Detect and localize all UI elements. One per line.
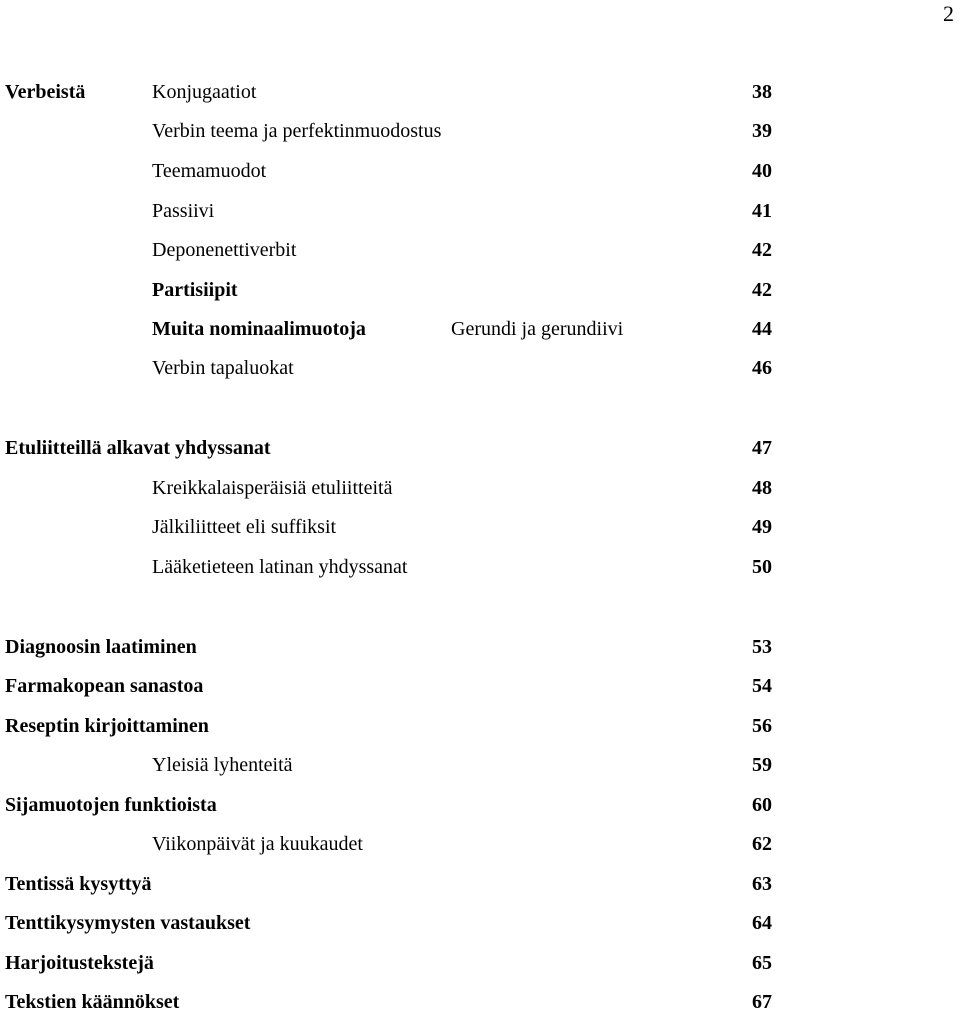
toc-page-number: 42 <box>752 239 772 261</box>
toc-section-title: Farmakopean sanastoa <box>5 675 204 697</box>
toc-entry <box>0 159 780 183</box>
toc-entry <box>0 238 780 262</box>
toc-subsection-title: Konjugaatiot <box>152 81 257 103</box>
toc-page-number: 41 <box>752 200 772 222</box>
toc-entry <box>0 356 780 380</box>
toc-section-title: Tentissä kysyttyä <box>5 873 152 895</box>
toc-entry <box>0 278 780 302</box>
toc-entry <box>0 555 780 579</box>
toc-entry <box>0 714 780 738</box>
toc-page-number: 39 <box>752 120 772 142</box>
toc-subsection-title: Deponenettiverbit <box>152 239 297 261</box>
toc-section-title: Reseptin kirjoittaminen <box>5 715 209 737</box>
toc-entry <box>0 515 780 539</box>
toc-subsection-title: Lääketieteen latinan yhdyssanat <box>152 556 408 578</box>
toc-entry <box>0 199 780 223</box>
toc-entry <box>0 990 780 1014</box>
toc-page-number: 47 <box>752 437 772 459</box>
toc-page-number: 60 <box>752 794 772 816</box>
toc-page-number: 54 <box>752 675 772 697</box>
toc-section-title: Sijamuotojen funktioista <box>5 794 217 816</box>
toc-page-number: 63 <box>752 873 772 895</box>
toc-page-number: 44 <box>752 318 772 340</box>
toc-page-number: 65 <box>752 952 772 974</box>
toc-entry <box>0 872 780 896</box>
toc-entry <box>0 911 780 935</box>
toc-page-number: 48 <box>752 477 772 499</box>
toc-page-number: 56 <box>752 715 772 737</box>
toc-page-number: 64 <box>752 912 772 934</box>
toc-entry <box>0 753 780 777</box>
toc-entry <box>0 674 780 698</box>
toc-page-number: 50 <box>752 556 772 578</box>
toc-subsection-title: Viikonpäivät ja kuukaudet <box>152 833 363 855</box>
toc-subsection-title: Verbin teema ja perfektinmuodostus <box>152 120 442 142</box>
toc-subsection-title: Muita nominaalimuotoja <box>152 318 366 340</box>
toc-entry <box>0 436 780 460</box>
toc-entry <box>0 80 780 104</box>
toc-subsection-title: Jälkiliitteet eli suffiksit <box>152 516 337 538</box>
toc-section-title: Etuliitteillä alkavat yhdyssanat <box>5 437 271 459</box>
toc-page-number: 67 <box>752 991 772 1013</box>
toc-section-title: Harjoitustekstejä <box>5 952 154 974</box>
toc-entry <box>0 832 780 856</box>
toc-subsection-title: Teemamuodot <box>152 160 267 182</box>
toc-page-number: 40 <box>752 160 772 182</box>
toc-page-number: 62 <box>752 833 772 855</box>
toc-subsection-title: Kreikkalaisperäisiä etuliitteitä <box>152 477 393 499</box>
toc-subsection-title: Partisiipit <box>152 279 238 301</box>
toc-page-number: 42 <box>752 279 772 301</box>
toc-page-number: 59 <box>752 754 772 776</box>
toc-page-number: 49 <box>752 516 772 538</box>
toc-page-number: 46 <box>752 357 772 379</box>
toc-section-title: Diagnoosin laatiminen <box>5 636 197 658</box>
toc-entry <box>0 793 780 817</box>
toc-entry <box>0 951 780 975</box>
toc-subsection-title: Yleisiä lyhenteitä <box>152 754 293 776</box>
toc-subsection-title: Verbin tapaluokat <box>152 357 294 379</box>
toc-subsubsection-title: Gerundi ja gerundiivi <box>451 318 624 340</box>
toc-entry <box>0 476 780 500</box>
toc-section-title: Tenttikysymysten vastaukset <box>5 912 251 934</box>
toc-subsection-title: Passiivi <box>152 200 215 222</box>
page-number: 2 <box>943 1 954 26</box>
toc-section-title: Tekstien käännökset <box>5 991 180 1013</box>
toc-section-title: Verbeistä <box>5 81 86 103</box>
toc-entry <box>0 317 780 341</box>
toc-entry <box>0 119 780 143</box>
toc-page-number: 53 <box>752 636 772 658</box>
toc-page-number: 38 <box>752 81 772 103</box>
toc-entry <box>0 635 780 659</box>
